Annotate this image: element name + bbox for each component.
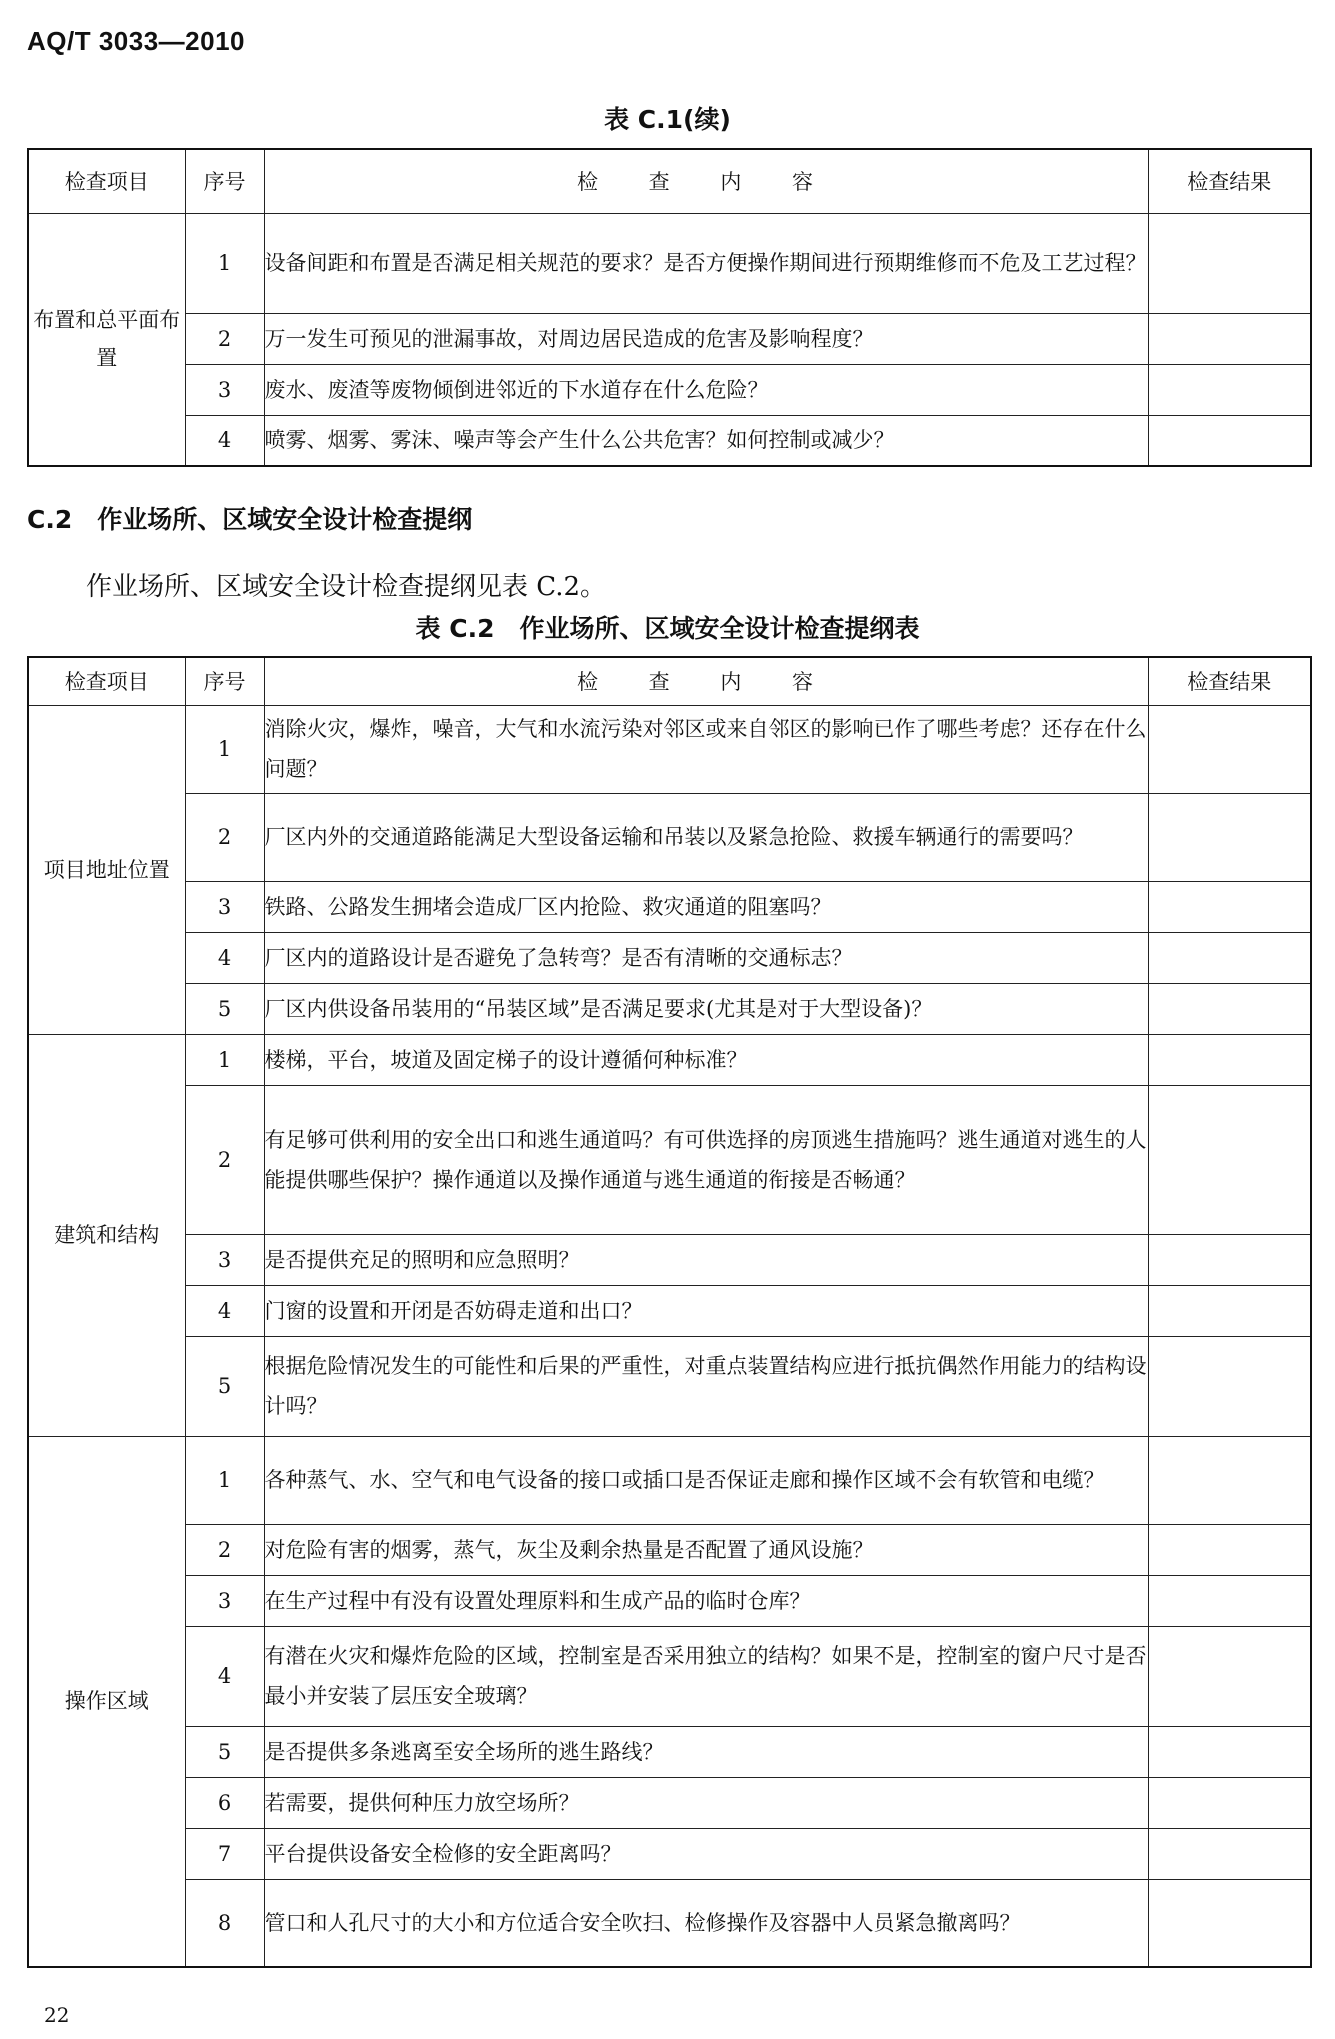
- result-cell[interactable]: [1148, 1436, 1311, 1524]
- section-paragraph: 作业场所、区域安全设计检查提纲见表 C.2。: [86, 572, 607, 602]
- row-number: 5: [185, 983, 264, 1034]
- row-content: 消除火灾，爆炸，噪音，大气和水流污染对邻区或来自邻区的影响已作了哪些考虑？还存在什么问题？: [264, 705, 1148, 793]
- result-cell[interactable]: [1148, 932, 1311, 983]
- row-content: 根据危险情况发生的可能性和后果的严重性，对重点装置结构应进行抵抗偶然作用能力的结构设计吗？: [264, 1336, 1148, 1436]
- row-number: 3: [185, 881, 264, 932]
- col-header-item: 检查项目: [28, 657, 185, 705]
- row-content: 平台提供设备安全检修的安全距离吗？: [264, 1828, 1148, 1879]
- result-cell[interactable]: [1148, 1034, 1311, 1085]
- table2: [27, 656, 1312, 1968]
- table-row: [28, 1085, 1311, 1234]
- row-content: 若需要，提供何种压力放空场所？: [264, 1777, 1148, 1828]
- row-content: 万一发生可预见的泄漏事故，对周边居民造成的危害及影响程度？: [264, 313, 1148, 364]
- table-row: [28, 932, 1311, 983]
- row-number: 2: [185, 1085, 264, 1234]
- result-cell[interactable]: [1148, 1524, 1311, 1575]
- standard-number: AQ/T 3033—2010: [27, 26, 246, 56]
- row-number: 1: [185, 213, 264, 313]
- col-header-content: 检 查 内 容: [264, 149, 1148, 213]
- result-cell[interactable]: [1148, 1285, 1311, 1336]
- table-row: [28, 1034, 1311, 1085]
- result-cell[interactable]: [1148, 983, 1311, 1034]
- result-cell[interactable]: [1148, 1575, 1311, 1626]
- result-cell[interactable]: [1148, 1626, 1311, 1726]
- table2-caption: 表 C.2 作业场所、区域安全设计检查提纲表: [415, 614, 920, 643]
- row-content: 喷雾、烟雾、雾沫、噪声等会产生什么公共危害？如何控制或减少？: [264, 415, 1148, 466]
- table-row: [28, 1777, 1311, 1828]
- table-row: [28, 983, 1311, 1034]
- row-number: 4: [185, 1285, 264, 1336]
- row-content: 厂区内供设备吊装用的“吊装区域”是否满足要求(尤其是对于大型设备)？: [264, 983, 1148, 1034]
- table-row: [28, 1626, 1311, 1726]
- row-content: 设备间距和布置是否满足相关规范的要求？是否方便操作期间进行预期维修而不危及工艺过程？: [264, 213, 1148, 313]
- row-content: 厂区内的道路设计是否避免了急转弯？是否有清晰的交通标志？: [264, 932, 1148, 983]
- category-cell: 布置和总平面布置: [28, 213, 185, 466]
- table-row: [28, 1234, 1311, 1285]
- table-row: [28, 313, 1311, 364]
- row-content: 对危险有害的烟雾，蒸气，灰尘及剩余热量是否配置了通风设施？: [264, 1524, 1148, 1575]
- table-row: [28, 1285, 1311, 1336]
- category-cell: 项目地址位置: [28, 705, 185, 1034]
- row-content: 在生产过程中有没有设置处理原料和生成产品的临时仓库？: [264, 1575, 1148, 1626]
- page-number: 22: [44, 2003, 70, 2027]
- table-row: [28, 213, 1311, 313]
- col-header-result: 检查结果: [1148, 149, 1311, 213]
- row-content: 有足够可供利用的安全出口和逃生通道吗？有可供选择的房顶逃生措施吗？逃生通道对逃生的人能提供哪些保护？操作通道以及操作通道与逃生通道的衔接是否畅通？: [264, 1085, 1148, 1234]
- table-row: [28, 881, 1311, 932]
- result-cell[interactable]: [1148, 1336, 1311, 1436]
- result-cell[interactable]: [1148, 1777, 1311, 1828]
- row-number: 4: [185, 415, 264, 466]
- result-cell[interactable]: [1148, 213, 1311, 313]
- category-cell: 操作区域: [28, 1436, 185, 1967]
- table2-header-row: [28, 657, 1311, 705]
- row-number: 2: [185, 313, 264, 364]
- row-content: 楼梯，平台，坡道及固定梯子的设计遵循何种标准？: [264, 1034, 1148, 1085]
- row-number: 2: [185, 793, 264, 881]
- col-header-result: 检查结果: [1148, 657, 1311, 705]
- table1: [27, 148, 1312, 467]
- row-number: 4: [185, 932, 264, 983]
- row-content: 门窗的设置和开闭是否妨碍走道和出口？: [264, 1285, 1148, 1336]
- result-cell[interactable]: [1148, 415, 1311, 466]
- table-row: [28, 1575, 1311, 1626]
- row-content: 是否提供充足的照明和应急照明？: [264, 1234, 1148, 1285]
- table-row: [28, 1436, 1311, 1524]
- table-row: [28, 793, 1311, 881]
- result-cell[interactable]: [1148, 1085, 1311, 1234]
- table1-caption: 表 C.1(续): [604, 105, 731, 134]
- result-cell[interactable]: [1148, 364, 1311, 415]
- row-number: 3: [185, 1575, 264, 1626]
- result-cell[interactable]: [1148, 793, 1311, 881]
- table1-header-row: [28, 149, 1311, 213]
- row-number: 1: [185, 1436, 264, 1524]
- row-number: 1: [185, 705, 264, 793]
- row-content: 废水、废渣等废物倾倒进邻近的下水道存在什么危险？: [264, 364, 1148, 415]
- row-number: 4: [185, 1626, 264, 1726]
- table-row: [28, 705, 1311, 793]
- col-header-num: 序号: [185, 657, 264, 705]
- result-cell[interactable]: [1148, 313, 1311, 364]
- row-number: 3: [185, 1234, 264, 1285]
- result-cell[interactable]: [1148, 1726, 1311, 1777]
- result-cell[interactable]: [1148, 881, 1311, 932]
- row-number: 6: [185, 1777, 264, 1828]
- row-number: 8: [185, 1879, 264, 1967]
- table-row: [28, 1336, 1311, 1436]
- result-cell[interactable]: [1148, 705, 1311, 793]
- table-row: [28, 1879, 1311, 1967]
- row-content: 各种蒸气、水、空气和电气设备的接口或插口是否保证走廊和操作区域不会有软管和电缆？: [264, 1436, 1148, 1524]
- col-header-item: 检查项目: [28, 149, 185, 213]
- row-content: 管口和人孔尺寸的大小和方位适合安全吹扫、检修操作及容器中人员紧急撤离吗？: [264, 1879, 1148, 1967]
- row-content: 是否提供多条逃离至安全场所的逃生路线？: [264, 1726, 1148, 1777]
- result-cell[interactable]: [1148, 1879, 1311, 1967]
- table-row: [28, 415, 1311, 466]
- table-row: [28, 364, 1311, 415]
- table-row: [28, 1524, 1311, 1575]
- row-number: 5: [185, 1726, 264, 1777]
- row-content: 厂区内外的交通道路能满足大型设备运输和吊装以及紧急抢险、救援车辆通行的需要吗？: [264, 793, 1148, 881]
- table-row: [28, 1828, 1311, 1879]
- row-number: 3: [185, 364, 264, 415]
- table-row: [28, 1726, 1311, 1777]
- row-number: 5: [185, 1336, 264, 1436]
- category-cell: 建筑和结构: [28, 1034, 185, 1436]
- col-header-num: 序号: [185, 149, 264, 213]
- result-cell[interactable]: [1148, 1828, 1311, 1879]
- row-content: 有潜在火灾和爆炸危险的区域，控制室是否采用独立的结构？如果不是，控制室的窗户尺寸是否最小并安装了层压安全玻璃？: [264, 1626, 1148, 1726]
- col-header-content: 检 查 内 容: [264, 657, 1148, 705]
- row-number: 7: [185, 1828, 264, 1879]
- row-number: 2: [185, 1524, 264, 1575]
- section-heading: C.2 作业场所、区域安全设计检查提纲: [27, 505, 473, 534]
- row-content: 铁路、公路发生拥堵会造成厂区内抢险、救灾通道的阻塞吗？: [264, 881, 1148, 932]
- result-cell[interactable]: [1148, 1234, 1311, 1285]
- row-number: 1: [185, 1034, 264, 1085]
